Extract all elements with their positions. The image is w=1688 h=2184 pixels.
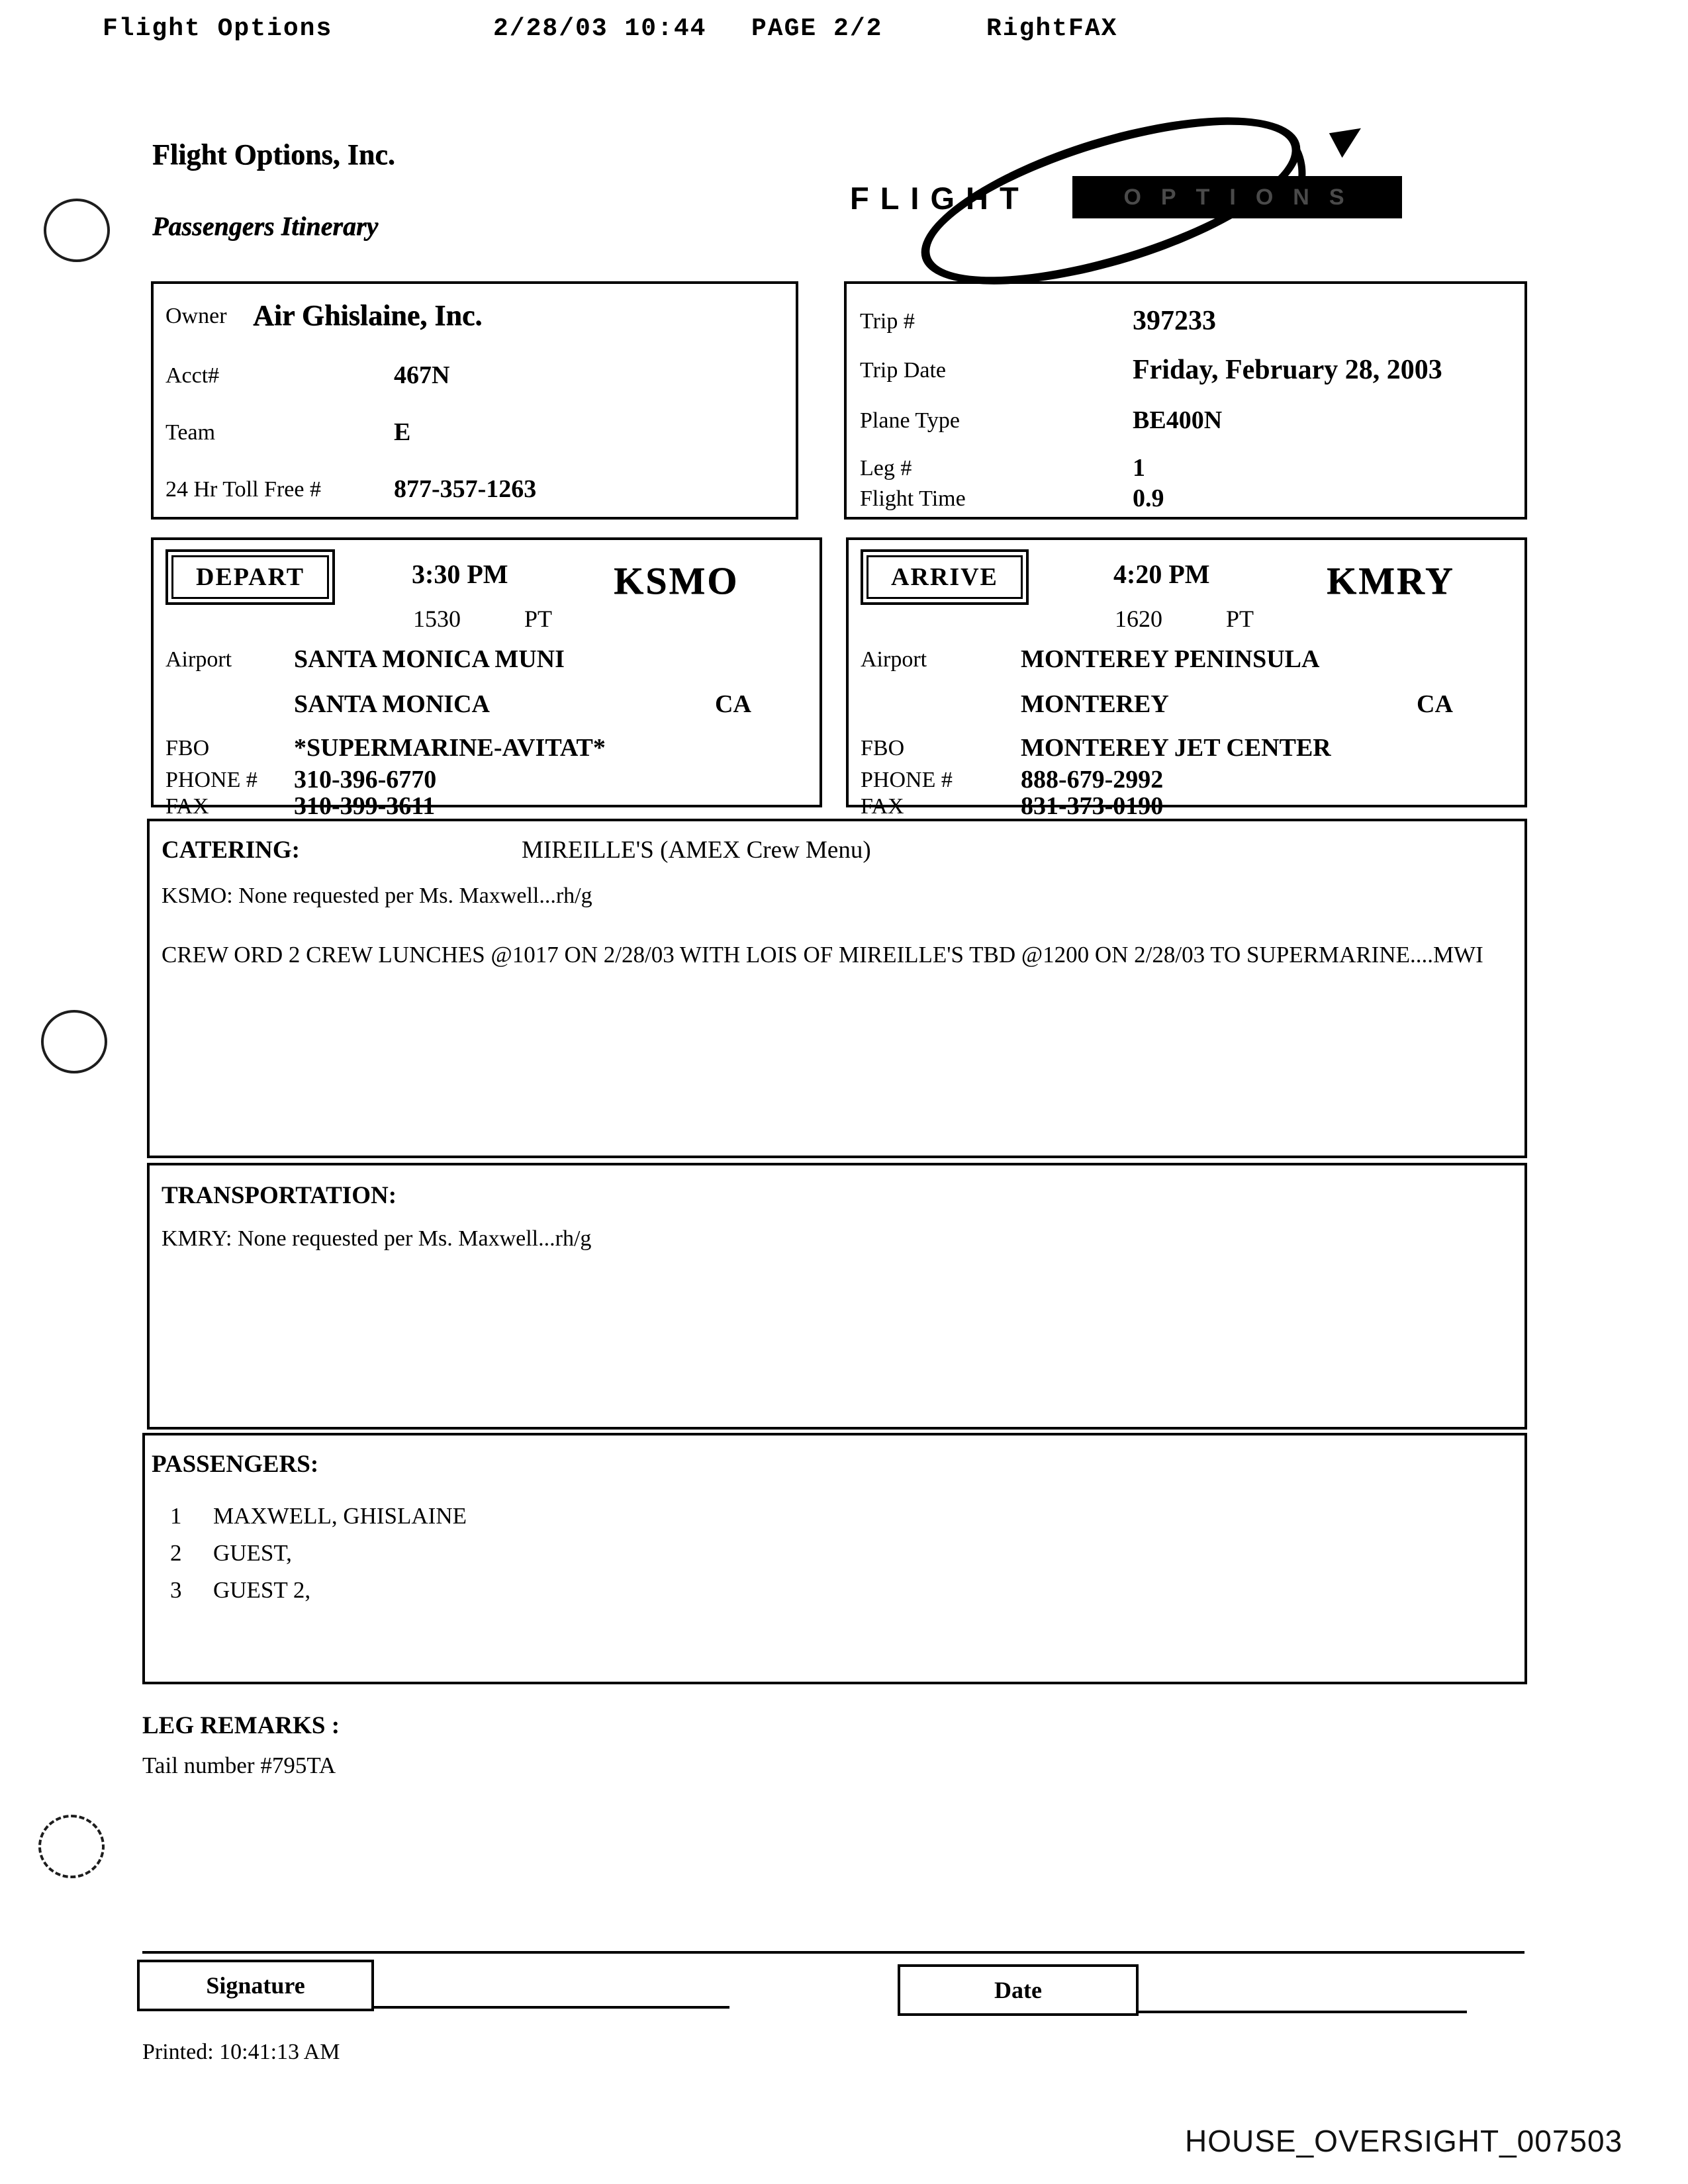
printed-timestamp: Printed: 10:41:13 AM <box>142 2040 340 2064</box>
depart-time-24h: 1530 <box>413 606 461 632</box>
trip-number-label: Trip # <box>860 309 915 334</box>
catering-note-crew-order: CREW ORD 2 CREW LUNCHES @1017 ON 2/28/03 WITH LOIS OF MIREILLE'S TBD @1200 ON 2/28/03 TO SUPERMARINE....MWI <box>162 942 1483 968</box>
arrive-tag <box>861 549 1029 605</box>
arrive-fbo-name: MONTEREY JET CENTER <box>1021 734 1331 762</box>
arrive-timezone: PT <box>1226 606 1254 632</box>
catering-label: CATERING: <box>162 837 300 864</box>
catering-box <box>147 819 1527 1158</box>
passenger-number: 2 <box>170 1540 182 1566</box>
leg-number-label: Leg # <box>860 456 912 480</box>
passenger-row <box>170 1503 467 1529</box>
arrive-airport-code: KMRY <box>1327 559 1455 602</box>
footer-divider <box>142 1951 1524 1954</box>
team-label: Team <box>165 420 216 445</box>
trip-info-box <box>844 281 1527 520</box>
depart-box <box>151 537 822 820</box>
transportation-note-kmry: KMRY: None requested per Ms. Maxwell...rh/g <box>162 1226 592 1251</box>
logo-options-box <box>1072 176 1402 218</box>
fax-header-page: PAGE 2/2 <box>751 15 883 43</box>
hole-punch-bottom <box>38 1815 105 1878</box>
depart-phone-label: PHONE # <box>165 768 258 792</box>
hole-punch-top <box>44 199 110 262</box>
depart-fax-value: 310-399-3611 <box>294 792 436 820</box>
depart-fbo-label: FBO <box>165 736 210 760</box>
flight-time-label: Flight Time <box>860 486 966 511</box>
catering-note-ksmo: KSMO: None requested per Ms. Maxwell...rh/g <box>162 884 592 908</box>
arrive-box <box>846 537 1527 820</box>
date-box <box>898 1964 1139 2016</box>
depart-timezone: PT <box>524 606 553 632</box>
owner-label: Owner <box>165 304 227 328</box>
logo-flight-text: FLIGHT <box>850 181 1030 216</box>
arrive-state: CA <box>1417 690 1453 718</box>
arrive-phone-label: PHONE # <box>861 768 953 792</box>
owner-info-box <box>151 281 798 520</box>
depart-phone-value: 310-396-6770 <box>294 766 437 794</box>
fax-header-sender: Flight Options <box>103 15 333 43</box>
arrive-fax-label: FAX <box>861 794 904 819</box>
arrive-fbo-label: FBO <box>861 736 905 760</box>
owner-value: Air Ghislaine, Inc. <box>253 299 483 332</box>
date-label: Date <box>994 1977 1042 2003</box>
depart-state: CA <box>715 690 751 718</box>
hole-punch-middle <box>41 1010 107 1073</box>
tollfree-label: 24 Hr Toll Free # <box>165 477 321 502</box>
depart-airport-code: KSMO <box>614 559 739 602</box>
passenger-number: 3 <box>170 1577 182 1603</box>
arrive-airport-name: MONTEREY PENINSULA <box>1021 645 1320 673</box>
page-title: Flight Options, Inc. <box>152 138 395 171</box>
signature-label: Signature <box>206 1972 305 1999</box>
doc-subtitle: Passengers Itinerary <box>152 211 379 241</box>
acct-value: 467N <box>394 361 450 389</box>
logo-options-text: OPTIONS <box>1123 184 1364 210</box>
catering-vendor: MIREILLE'S (AMEX Crew Menu) <box>522 837 871 864</box>
arrive-time-24h: 1620 <box>1115 606 1162 632</box>
passenger-row <box>170 1540 292 1567</box>
arrive-phone-value: 888-679-2992 <box>1021 766 1164 794</box>
depart-fbo-name: *SUPERMARINE-AVITAT* <box>294 734 606 762</box>
passenger-row <box>170 1577 310 1604</box>
arrive-fax-value: 831-373-0190 <box>1021 792 1164 820</box>
depart-city: SANTA MONICA <box>294 690 490 718</box>
leg-remarks-text: Tail number #795TA <box>142 1752 336 1778</box>
arrive-city: MONTEREY <box>1021 690 1169 718</box>
flight-time-value: 0.9 <box>1133 484 1164 512</box>
passenger-name: MAXWELL, GHISLAINE <box>213 1503 467 1529</box>
depart-airport-name: SANTA MONICA MUNI <box>294 645 565 673</box>
logo-arrowhead-icon <box>1329 119 1369 158</box>
fax-header-datetime: 2/28/03 10:44 <box>493 15 707 43</box>
trip-date-value: Friday, February 28, 2003 <box>1133 355 1442 385</box>
flight-options-logo <box>847 126 1417 268</box>
depart-time-local: 3:30 PM <box>412 559 508 589</box>
leg-number-value: 1 <box>1133 454 1145 482</box>
fax-header-system: RightFAX <box>986 15 1118 43</box>
passengers-label: PASSENGERS: <box>152 1451 319 1478</box>
trip-number-value: 397233 <box>1133 306 1216 336</box>
arrive-time-local: 4:20 PM <box>1113 559 1210 589</box>
bates-stamp: HOUSE_OVERSIGHT_007503 <box>1185 2124 1623 2158</box>
depart-fax-label: FAX <box>165 794 209 819</box>
signature-box <box>137 1960 374 2011</box>
tollfree-value: 877-357-1263 <box>394 475 537 503</box>
depart-tag <box>165 549 335 605</box>
depart-airport-label: Airport <box>165 647 232 672</box>
team-value: E <box>394 418 411 446</box>
trip-date-label: Trip Date <box>860 358 947 383</box>
transportation-label: TRANSPORTATION: <box>162 1182 397 1209</box>
acct-label: Acct# <box>165 363 220 388</box>
arrive-tag-label: ARRIVE <box>867 555 1023 599</box>
plane-type-label: Plane Type <box>860 408 960 433</box>
passenger-number: 1 <box>170 1503 182 1529</box>
leg-remarks-label: LEG REMARKS : <box>142 1712 340 1739</box>
depart-tag-label: DEPART <box>171 555 329 599</box>
passenger-name: GUEST 2, <box>213 1577 311 1603</box>
plane-type-value: BE400N <box>1133 406 1223 434</box>
arrive-airport-label: Airport <box>861 647 927 672</box>
transportation-box <box>147 1163 1527 1430</box>
passengers-box <box>142 1433 1527 1684</box>
passenger-name: GUEST, <box>213 1540 292 1566</box>
